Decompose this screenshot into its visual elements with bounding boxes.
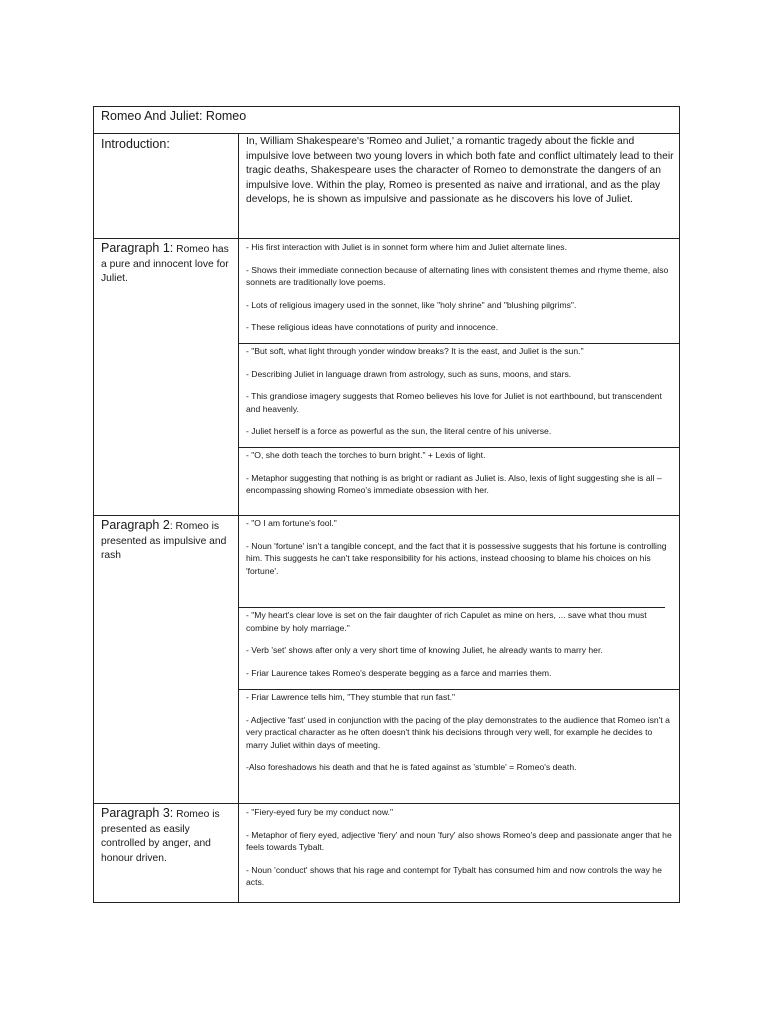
cell-divider (239, 689, 679, 690)
paragraph-1-notes-cell-1 (246, 241, 676, 344)
introduction-text: In, William Shakespeare's 'Romeo and Juliet,' a romantic tragedy about the fickle and impulsive love between two young lovers in which both fate and conflict ultimately lead to their tragic deaths, Shakespeare uses the character of Romeo to demonstrate the dangers of an impulsive love. Within the play, Romeo is presented as naive and irrational, and as the play develops, he is shown as impulsive and passionate as he discovers his love of Juliet. (246, 136, 674, 205)
document-title: Romeo And Juliet: Romeo (101, 109, 247, 123)
note-line: - This grandiose imagery suggests that Romeo believes his love for Juliet is not earthbound, but transcendent and heavenly. (246, 391, 662, 414)
paragraph-1-label (101, 241, 235, 287)
paragraph-3-notes-cell-1 (246, 806, 676, 899)
note-line: - Describing Juliet in language drawn from astrology, such as suns, moons, and stars. (246, 368, 572, 379)
note-line: - "O I am fortune's fool." (246, 518, 337, 528)
note-line: - Lots of religious imagery used in the sonnet, like "holy shrine" and "blushing pilgrims". (246, 299, 577, 310)
note-line: - "O, she doth teach the torches to burn bright." + Lexis of light. (246, 450, 486, 460)
paragraph-2-notes-cell-3 (246, 691, 676, 784)
paragraph-2-summary: : Romeo is presented as impulsive and rash (101, 521, 227, 561)
paragraph-2-label (101, 518, 235, 564)
paragraph-1-notes-cell-3 (246, 449, 676, 507)
cell-divider (239, 607, 665, 608)
paragraph-3-label (101, 806, 235, 866)
paragraph-3-summary: Romeo is presented as easily controlled by anger, and honour driven. (101, 809, 220, 864)
note-line: - "My heart's clear love is set on the fair daughter of rich Capulet as mine on hers, ... save what thou must combine by holy marriage." (246, 610, 647, 633)
note-line: - Adjective 'fast' used in conjunction with the pacing of the play demonstrates to the audience that Romeo isn't a very practical character as he often doesn't think his decisions through very well, for example he decides to marry Juliet within days of meeting. (246, 714, 670, 750)
note-line: - These religious ideas have connotations of purity and innocence. (246, 322, 499, 332)
note-line: - Metaphor suggesting that nothing is as bright or radiant as Juliet is. Also, lexis of light suggesting she is all – encompassing showing Romeo's immediate obsession with her. (246, 472, 662, 495)
row-divider (94, 238, 679, 239)
note-line: - "But soft, what light through yonder window breaks? It is the east, and Juliet is the sun." (246, 346, 584, 356)
note-line: - His first interaction with Juliet is in sonnet form where him and Juliet alternate lines. (246, 242, 567, 252)
column-divider (238, 133, 239, 903)
paragraph-1-heading: Paragraph 1: (101, 241, 174, 255)
paragraph-2-notes-cell-2 (246, 609, 676, 689)
introduction-label: Introduction: (101, 137, 170, 151)
note-line: - Friar Laurence takes Romeo's desperate begging as a farce and marries them. (246, 667, 552, 678)
note-line: - Friar Lawrence tells him, "They stumble that run fast." (246, 692, 456, 702)
paragraph-2-notes-cell-1 (246, 517, 676, 587)
paragraph-3-heading: Paragraph 3: (101, 806, 174, 820)
note-line: - Verb 'set' shows after only a very short time of knowing Juliet, he already wants to marry her. (246, 645, 603, 655)
note-line: -Also foreshadows his death and that he is fated against as 'stumble' = Romeo's death. (246, 762, 577, 772)
note-line: - Noun 'conduct' shows that his rage and contempt for Tybalt has consumed him and now controls the way he acts. (246, 864, 662, 887)
essay-plan-table (93, 106, 680, 903)
note-line: - Shows their immediate connection because of alternating lines with consistent themes and rhyme theme, also sonnets are traditionally love poems. (246, 264, 669, 287)
paragraph-2-heading: Paragraph 2 (101, 518, 170, 532)
note-line: - Noun 'fortune' isn't a tangible concept, and the fact that it is possessive suggests that his fortune is controlling him. This suggests he can't take responsibility for his actions, instead choosing to blame his choices on his 'fortune'. (246, 540, 667, 576)
row-divider (94, 133, 679, 134)
note-line: - Juliet herself is a force as powerful as the sun, the literal centre of his universe. (246, 426, 552, 436)
paragraph-1-notes-cell-2 (246, 345, 676, 448)
note-line: - Metaphor of fiery eyed, adjective 'fiery' and noun 'fury' also shows Romeo's deep and passionate anger that he feels towards Tybalt. (246, 829, 672, 852)
paragraph-1-summary: Romeo has a pure and innocent love for Juliet. (101, 244, 229, 284)
row-divider (94, 515, 679, 516)
note-line: - "Fiery-eyed fury be my conduct now." (246, 807, 393, 817)
row-divider (94, 803, 679, 804)
